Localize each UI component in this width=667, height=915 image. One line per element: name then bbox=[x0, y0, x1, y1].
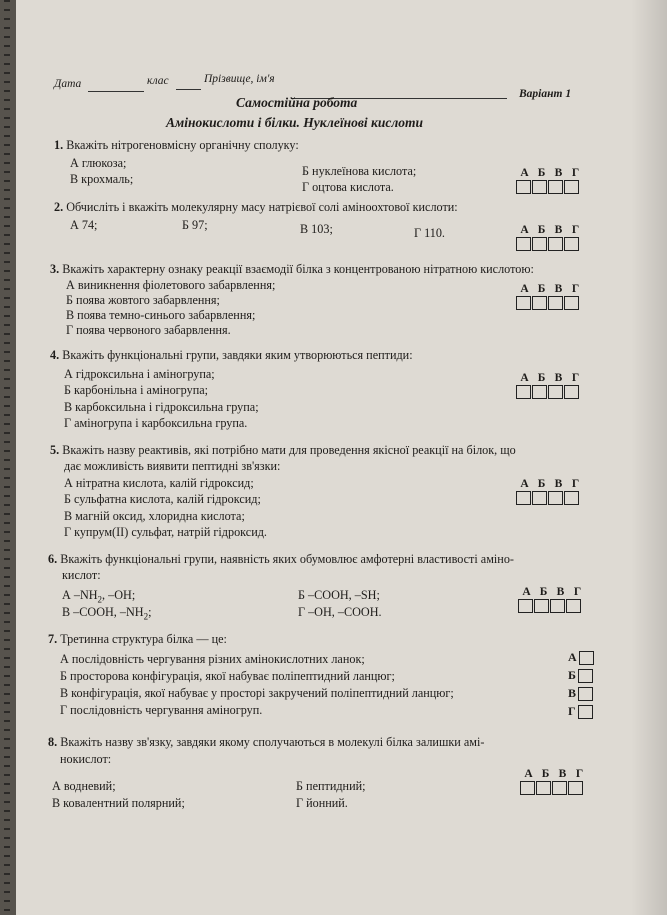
q3-option-g: Г поява червоного забарвлення. bbox=[66, 323, 231, 337]
question-8-line-1: 8. Вкажіть назву зв'язку, завдяки якому сполучаються в молекулі білка залишки амі- bbox=[48, 735, 485, 749]
q4-answer-grid[interactable]: А Б В Г bbox=[516, 372, 584, 399]
q7-option-b: Б просторова конфігурація, якої набуває поліпептидний ланцюг; bbox=[60, 669, 395, 683]
q6-answer-grid[interactable]: А Б В Г bbox=[518, 586, 586, 613]
q7-box-g[interactable]: Г bbox=[568, 704, 593, 719]
q8-option-v: В ковалентний полярний; bbox=[52, 796, 185, 810]
q7-option-v: В конфігурація, якої набуває у просторі закручений поліпептидний ланцюг; bbox=[60, 686, 454, 700]
q6-option-g: Г –OH, –COOH. bbox=[298, 605, 382, 619]
q2-answer-grid[interactable]: А Б В Г bbox=[516, 224, 584, 251]
q5-option-g: Г купрум(ІІ) сульфат, натрій гідроксид. bbox=[64, 525, 267, 539]
q8-answer-grid[interactable]: А Б В Г bbox=[520, 768, 588, 795]
q2-option-b: Б 97; bbox=[182, 218, 208, 232]
q1-option-a: А глюкоза; bbox=[70, 156, 127, 170]
q3-option-v: В поява темно-синього забарвлення; bbox=[66, 308, 256, 322]
question-4: 4. Вкажіть функціональні групи, завдяки яким утворюються пептиди: bbox=[50, 348, 413, 362]
q7-box-b[interactable]: Б bbox=[568, 668, 593, 683]
q6-option-v: В –COOH, $-NH_2$; bbox=[62, 605, 152, 622]
q6-option-a: А $-NH_2$, –OH; bbox=[62, 588, 136, 605]
binder-rings bbox=[4, 0, 10, 915]
q4-option-b: Б карбонільна і аміногрупа; bbox=[64, 383, 209, 397]
q5-option-a: А нітратна кислота, калій гідроксид; bbox=[64, 476, 254, 490]
q7-option-g: Г послідовність чергування аміногруп. bbox=[60, 703, 263, 717]
class-line bbox=[176, 89, 201, 90]
q2-option-v: В 103; bbox=[300, 222, 333, 236]
q3-option-b: Б поява жовтого забарвлення; bbox=[66, 293, 220, 307]
q4-option-a: А гідроксильна і аміногрупа; bbox=[64, 367, 215, 381]
q4-option-v: В карбоксильна і гідроксильна група; bbox=[64, 400, 259, 414]
question-1: 1. Вкажіть нітрогеновмісну органічну сполуку: bbox=[54, 138, 299, 152]
q1-option-v: В крохмаль; bbox=[70, 172, 134, 186]
q3-option-a: А виникнення фіолетового забарвлення; bbox=[66, 278, 276, 292]
q1-answer-grid[interactable]: А Б В Г bbox=[516, 167, 584, 194]
question-6-line-1: 6. Вкажіть функціональні групи, наявність яких обумовлює амфотерні властивості аміно- bbox=[48, 552, 514, 566]
q4-option-g: Г аміногрупа і карбоксильна група. bbox=[64, 416, 248, 430]
q7-box-a[interactable]: А bbox=[568, 650, 594, 665]
question-6-line-2: кислот: bbox=[62, 568, 101, 582]
q8-option-b: Б пептидний; bbox=[296, 779, 366, 793]
q5-answer-grid[interactable]: А Б В Г bbox=[516, 478, 584, 505]
q7-option-a: А послідовність чергування різних амінокислотних ланок; bbox=[60, 652, 365, 666]
question-8-line-2: нокислот: bbox=[60, 752, 112, 766]
work-title: Самостійна робота bbox=[236, 95, 358, 110]
work-subtitle: Амінокислоти і білки. Нуклеїнові кислоти bbox=[166, 115, 424, 130]
q8-option-g: Г йонний. bbox=[296, 796, 348, 810]
q2-option-g: Г 110. bbox=[414, 226, 445, 240]
date-line bbox=[88, 91, 144, 92]
date-label: Дата bbox=[54, 78, 82, 90]
name-label: Прізвище, ім'я bbox=[204, 73, 275, 85]
question-5-line-2: дає можливість виявити пептидні зв'язки: bbox=[64, 459, 281, 473]
q1-option-b: Б нуклеїнова кислота; bbox=[302, 164, 417, 178]
q1-option-g: Г оцтова кислота. bbox=[302, 180, 394, 194]
question-5-line-1: 5. Вкажіть назву реактивів, які потрібно мати для проведення якісної реакції на білок, що bbox=[50, 443, 516, 457]
q8-option-a: А водневий; bbox=[52, 779, 116, 793]
q2-option-a: А 74; bbox=[70, 218, 98, 232]
question-2: 2. Обчисліть і вкажіть молекулярну масу натрієвої солі аміноохтової кислоти: bbox=[54, 200, 458, 214]
page-shadow bbox=[631, 0, 667, 915]
question-3: 3. Вкажіть характерну ознаку реакції взаємодії білка з концентрованою нітратною кислотою: bbox=[50, 262, 534, 276]
worksheet-page bbox=[14, 0, 667, 915]
q6-option-b: Б –COOH, –SH; bbox=[298, 588, 380, 602]
question-7: 7. Третинна структура білка — це: bbox=[48, 632, 227, 646]
class-label: клас bbox=[147, 75, 169, 87]
q3-answer-grid[interactable]: А Б В Г bbox=[516, 283, 584, 310]
q7-box-v[interactable]: В bbox=[568, 686, 593, 701]
q5-option-b: Б сульфатна кислота, калій гідроксид; bbox=[64, 492, 261, 506]
variant-label: Варіант 1 bbox=[519, 88, 572, 100]
q5-option-v: В магній оксид, хлоридна кислота; bbox=[64, 509, 245, 523]
